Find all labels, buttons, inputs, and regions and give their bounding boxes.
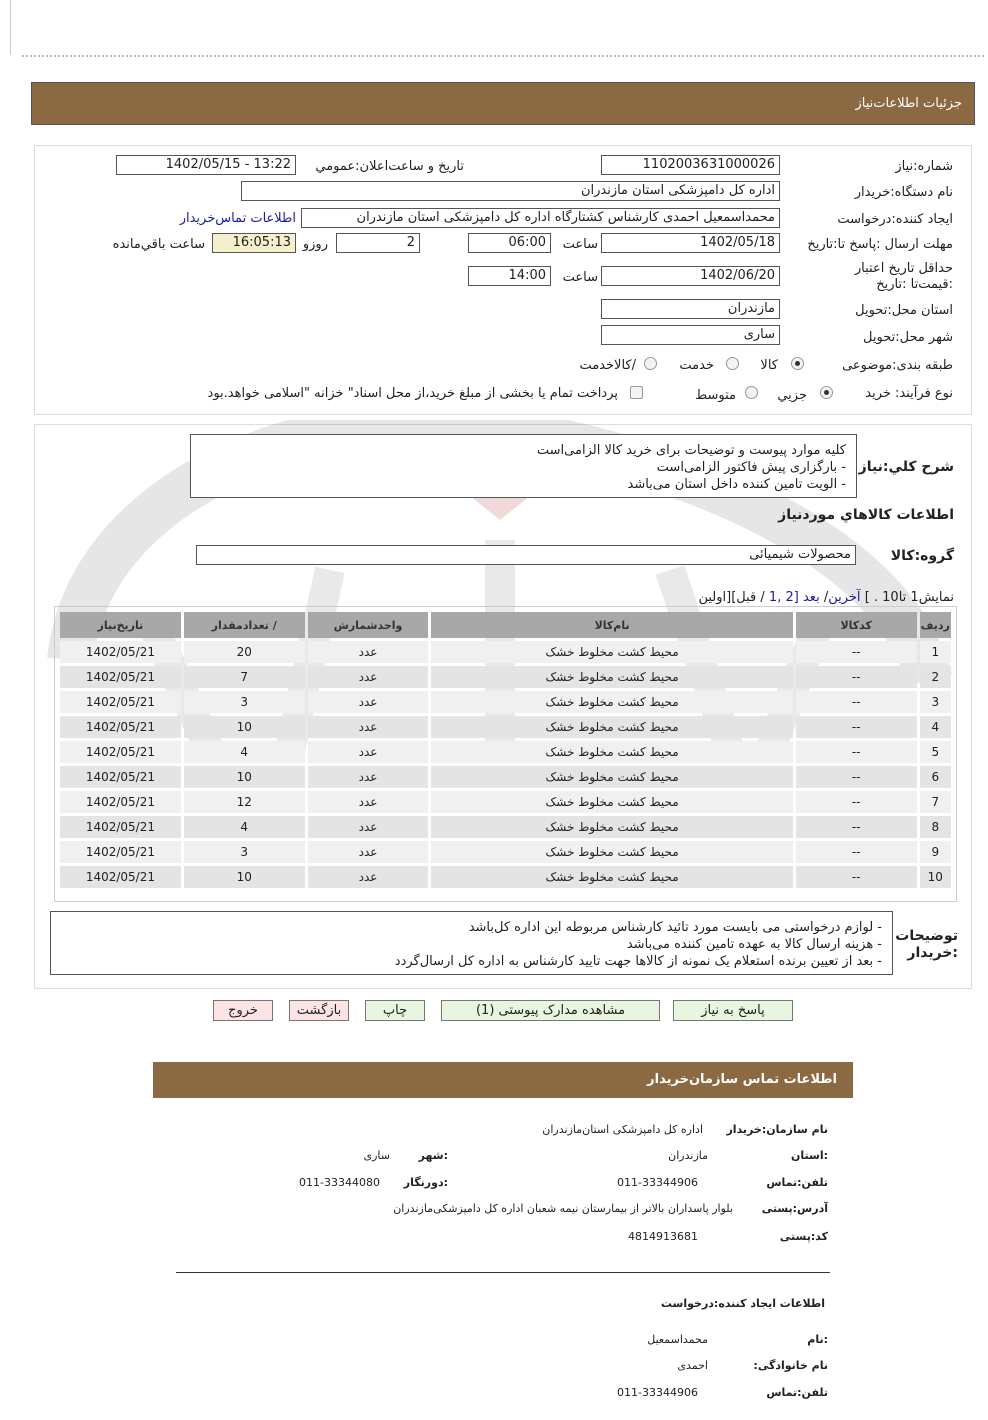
contact-city-label: :شهر: [418, 1149, 448, 1162]
cell-goods-name: محیط کشت مخلوط خشک: [431, 641, 792, 663]
category-goods-service-label: /کالاخدمت: [579, 358, 636, 373]
cell-need-date: 1402/05/21: [60, 816, 181, 838]
contact-address-value: بلوار پاسداران بالاتر از بیمارستان نیمه شعبان اداره کل دامپزشکی‌مازندران: [393, 1202, 733, 1215]
remaining-label: ساعت باقي‌مانده: [112, 237, 205, 252]
cell-goods-code: --: [796, 666, 917, 688]
remaining-time-field: 16:05:13: [212, 233, 296, 253]
table-row: [60, 791, 951, 813]
cell-row-number: 5: [920, 741, 951, 763]
buyer-note-line-3: - بعد از تعیین برنده استعلام یک نمونه از کالاها جهت تایید کارشناس به اداره کل ارسال‌گردد: [394, 954, 882, 969]
cell-quantity: 20: [184, 641, 305, 663]
cell-unit: عدد: [308, 816, 429, 838]
col-quantity: / تعدادمقدار: [184, 612, 305, 638]
description-line-1: کلیه موارد پیوست و توضیحات برای خرید کالا الزامی‌است: [536, 443, 846, 458]
buyer-note-line-1: - لوازم درخواستی می بایست مورد تائید کارشناس مربوطه این اداره کل‌باشد: [468, 920, 882, 935]
table-row: [60, 741, 951, 763]
contact-title: اطلاعات تماس سازمان‌خریدار: [647, 1072, 837, 1087]
cell-quantity: 10: [184, 766, 305, 788]
cell-goods-code: --: [796, 816, 917, 838]
table-header-row: [60, 612, 951, 638]
col-need-date: تاریخ‌نیاز: [60, 612, 181, 638]
cell-need-date: 1402/05/21: [60, 691, 181, 713]
category-radio-goods[interactable]: [791, 357, 804, 370]
creator-phone-value: 011-33344906: [617, 1386, 698, 1399]
table-row: [60, 816, 951, 838]
cell-row-number: 9: [920, 841, 951, 863]
goods-group-label: گروه:کالا: [890, 548, 954, 564]
cell-need-date: 1402/05/21: [60, 866, 181, 888]
cell-need-date: 1402/05/21: [60, 641, 181, 663]
creator-field: محمداسمعیل احمدی کارشناس کشتارگاه اداره کل دامپزشکی استان مازندران: [301, 208, 780, 228]
cell-unit: عدد: [308, 791, 429, 813]
buyer-notes-label-2: :خریدار: [907, 945, 958, 961]
cell-row-number: 3: [920, 691, 951, 713]
table-row: [60, 716, 951, 738]
cell-row-number: 7: [920, 791, 951, 813]
cell-need-date: 1402/05/21: [60, 791, 181, 813]
table-row: [60, 666, 951, 688]
need-number-label: شماره:نیاز: [895, 159, 953, 174]
contact-org-value: اداره کل دامپزشکی استان‌مازندران: [542, 1123, 703, 1136]
buyer-notes-box: [50, 911, 893, 975]
description-line-3: - الویت تامین کننده داخل استان می‌باشد: [627, 477, 846, 492]
cell-goods-name: محیط کشت مخلوط خشک: [431, 866, 792, 888]
view-attachments-button[interactable]: مشاهده مدارک پیوستی (1): [441, 1000, 660, 1021]
cell-unit: عدد: [308, 716, 429, 738]
contact-postal-value: 4814913681: [628, 1230, 698, 1243]
page-title-bar: [31, 82, 975, 125]
cell-quantity: 10: [184, 716, 305, 738]
cell-goods-name: محیط کشت مخلوط خشک: [431, 741, 792, 763]
cell-row-number: 4: [920, 716, 951, 738]
cell-goods-code: --: [796, 766, 917, 788]
cell-goods-name: محیط کشت مخلوط خشک: [431, 766, 792, 788]
days-label: روزو: [302, 237, 328, 252]
description-label: شرح کلي:نیاز: [858, 459, 954, 475]
cell-unit: عدد: [308, 666, 429, 688]
validity-time-field: 14:00: [468, 266, 551, 286]
col-unit: واحدشمارش: [308, 612, 429, 638]
process-small-label: جزيي: [777, 388, 807, 403]
cell-goods-code: --: [796, 641, 917, 663]
table-row: [60, 866, 951, 888]
cell-goods-name: محیط کشت مخلوط خشک: [431, 716, 792, 738]
exit-button[interactable]: خروج: [213, 1000, 273, 1021]
category-radio-goods-service[interactable]: [644, 357, 657, 370]
contact-divider: [176, 1272, 830, 1273]
cell-need-date: 1402/05/21: [60, 716, 181, 738]
cell-quantity: 12: [184, 791, 305, 813]
contact-postal-label: کد:پستی: [779, 1230, 828, 1243]
cell-goods-name: محیط کشت مخلوط خشک: [431, 816, 792, 838]
contact-province-value: مازندران: [668, 1149, 708, 1162]
page-title: جزئیات اطلاعات‌نیاز: [855, 96, 962, 111]
days-field: 2: [336, 233, 420, 253]
cell-quantity: 3: [184, 841, 305, 863]
announce-field: 1402/05/15 - 13:22: [116, 155, 296, 175]
cell-row-number: 1: [920, 641, 951, 663]
goods-info-title: اطلاعات کالاهاي مورد‌نیاز: [778, 507, 954, 523]
city-label: شهر محل:تحویل: [863, 330, 953, 345]
contact-fax-value: 011-33344080: [299, 1176, 380, 1189]
reply-button[interactable]: پاسخ به نیاز: [673, 1000, 793, 1021]
cell-quantity: 10: [184, 866, 305, 888]
creator-phone-label: تلفن:تماس: [766, 1386, 828, 1399]
pagination-prefix: نمایش1 تا10 . ]: [864, 590, 954, 605]
contact-org-label: نام سازمان:خریدار: [726, 1123, 828, 1136]
cell-unit: عدد: [308, 866, 429, 888]
creator-label: ایجاد کننده:درخواست: [837, 212, 953, 227]
category-goods-label: کالا: [760, 358, 778, 373]
contact-city-value: ساری: [363, 1149, 390, 1162]
contact-address-label: آدرس:پستی: [761, 1202, 828, 1215]
cell-goods-name: محیط کشت مخلوط خشک: [431, 691, 792, 713]
pagination: نمایش1 تا10 . ] آخرین/ بعد [2 ,1 / قبل][اولین: [698, 590, 954, 605]
category-service-label: خدمت: [679, 358, 714, 373]
contact-title-bar: [153, 1062, 853, 1098]
description-box: [190, 434, 857, 498]
cell-unit: عدد: [308, 741, 429, 763]
cell-need-date: 1402/05/21: [60, 841, 181, 863]
cell-row-number: 2: [920, 666, 951, 688]
province-field: مازندران: [601, 299, 780, 319]
print-button[interactable]: چاپ: [365, 1000, 425, 1021]
pagination-next-link[interactable]: بعد: [802, 590, 820, 605]
cell-goods-code: --: [796, 716, 917, 738]
process-radio-small[interactable]: [820, 386, 833, 399]
items-table: [57, 609, 954, 891]
cell-quantity: 3: [184, 691, 305, 713]
page-left-rule: [10, 0, 11, 55]
process-medium-label: متوسط: [695, 388, 736, 403]
city-field: ساری: [601, 325, 780, 345]
pagination-tail: قبل][اولین: [698, 590, 757, 605]
contact-province-label: :استان: [791, 1149, 828, 1162]
cell-unit: عدد: [308, 641, 429, 663]
back-button[interactable]: بازگشت: [289, 1000, 349, 1021]
cell-need-date: 1402/05/21: [60, 741, 181, 763]
cell-goods-name: محیط کشت مخلوط خشک: [431, 841, 792, 863]
contact-fax-label: :دورنگار: [403, 1176, 448, 1189]
validity-time-label: ساعت: [562, 270, 598, 285]
category-label: طبقه بندی:موضوعی: [842, 358, 953, 373]
send-time-field: 06:00: [468, 233, 551, 253]
col-goods-code: کدکالا: [796, 612, 917, 638]
cell-quantity: 4: [184, 741, 305, 763]
cell-row-number: 8: [920, 816, 951, 838]
contact-phone-value: 011-33344906: [617, 1176, 698, 1189]
send-time-label: ساعت: [562, 237, 598, 252]
process-radio-medium[interactable]: [745, 386, 758, 399]
cell-quantity: 4: [184, 816, 305, 838]
cell-row-number: 10: [920, 866, 951, 888]
creator-name-label: :نام: [807, 1333, 828, 1346]
pagination-sep: /: [760, 590, 765, 605]
send-deadline-label: مهلت ارسال :پاسخ تا:تاریخ: [807, 237, 953, 252]
cell-need-date: 1402/05/21: [60, 666, 181, 688]
cell-need-date: 1402/05/21: [60, 766, 181, 788]
cell-unit: عدد: [308, 766, 429, 788]
table-row: [60, 841, 951, 863]
cell-goods-code: --: [796, 866, 917, 888]
buyer-contact-link[interactable]: اطلاعات تماس‌خریدار: [179, 211, 296, 226]
description-line-2: - بارگزاری پیش فاکتور الزامی‌است: [656, 460, 846, 475]
treasury-payment-checkbox[interactable]: [630, 386, 643, 399]
cell-goods-name: محیط کشت مخلوط خشک: [431, 791, 792, 813]
cell-goods-code: --: [796, 841, 917, 863]
process-label: نوع فرآیند: خرید: [865, 386, 953, 401]
buyer-org-field: اداره کل دامپزشکی استان مازندران: [241, 181, 780, 201]
contact-phone-label: تلفن:تماس: [766, 1176, 828, 1189]
validity-date-field: 1402/06/20: [601, 266, 780, 286]
category-radio-service[interactable]: [726, 357, 739, 370]
pagination-last-link[interactable]: آخرین: [828, 590, 861, 605]
cell-quantity: 7: [184, 666, 305, 688]
cell-goods-code: --: [796, 741, 917, 763]
page-top-divider: [22, 55, 984, 57]
buyer-notes-label-1: توضیحات: [895, 928, 958, 944]
announce-label: تاریخ و ساعت‌اعلان:عمومي: [315, 159, 464, 174]
creator-name-value: محمداسمعیل: [647, 1333, 708, 1346]
send-date-field: 1402/05/18: [601, 233, 780, 253]
goods-group-field: محصولات شیمیائی: [196, 545, 856, 565]
cell-goods-code: --: [796, 691, 917, 713]
buyer-org-label: نام دستگاه:خریدار: [854, 185, 953, 200]
creator-family-label: نام خانوادگی:: [753, 1359, 828, 1372]
creator-family-value: احمدی: [677, 1359, 708, 1372]
col-goods-name: نام‌کالا: [431, 612, 792, 638]
treasury-payment-note: پرداخت تمام یا بخشی از مبلغ خرید،از محل اسناد" خزانه "اسلامی خواهد.بود: [207, 386, 618, 401]
province-label: استان محل:تحویل: [855, 303, 953, 318]
validity-label: حداقل تاریخ اعتبار :قیمت‌تا :تاریخ: [854, 261, 953, 292]
table-row: [60, 691, 951, 713]
col-row-number: ردیف: [920, 612, 951, 638]
buyer-note-line-2: - هزینه ارسال کالا به عهده تامین کننده می‌باشد: [626, 937, 882, 952]
need-number-field: 1102003631000026: [601, 155, 780, 175]
cell-row-number: 6: [920, 766, 951, 788]
cell-unit: عدد: [308, 691, 429, 713]
cell-goods-name: محیط کشت مخلوط خشک: [431, 666, 792, 688]
table-row: [60, 641, 951, 663]
cell-unit: عدد: [308, 841, 429, 863]
table-row: [60, 766, 951, 788]
cell-goods-code: --: [796, 791, 917, 813]
creator-info-title: اطلاعات ایجاد کننده:درخواست: [660, 1297, 825, 1310]
pagination-pages[interactable]: [2 ,1: [768, 590, 799, 605]
